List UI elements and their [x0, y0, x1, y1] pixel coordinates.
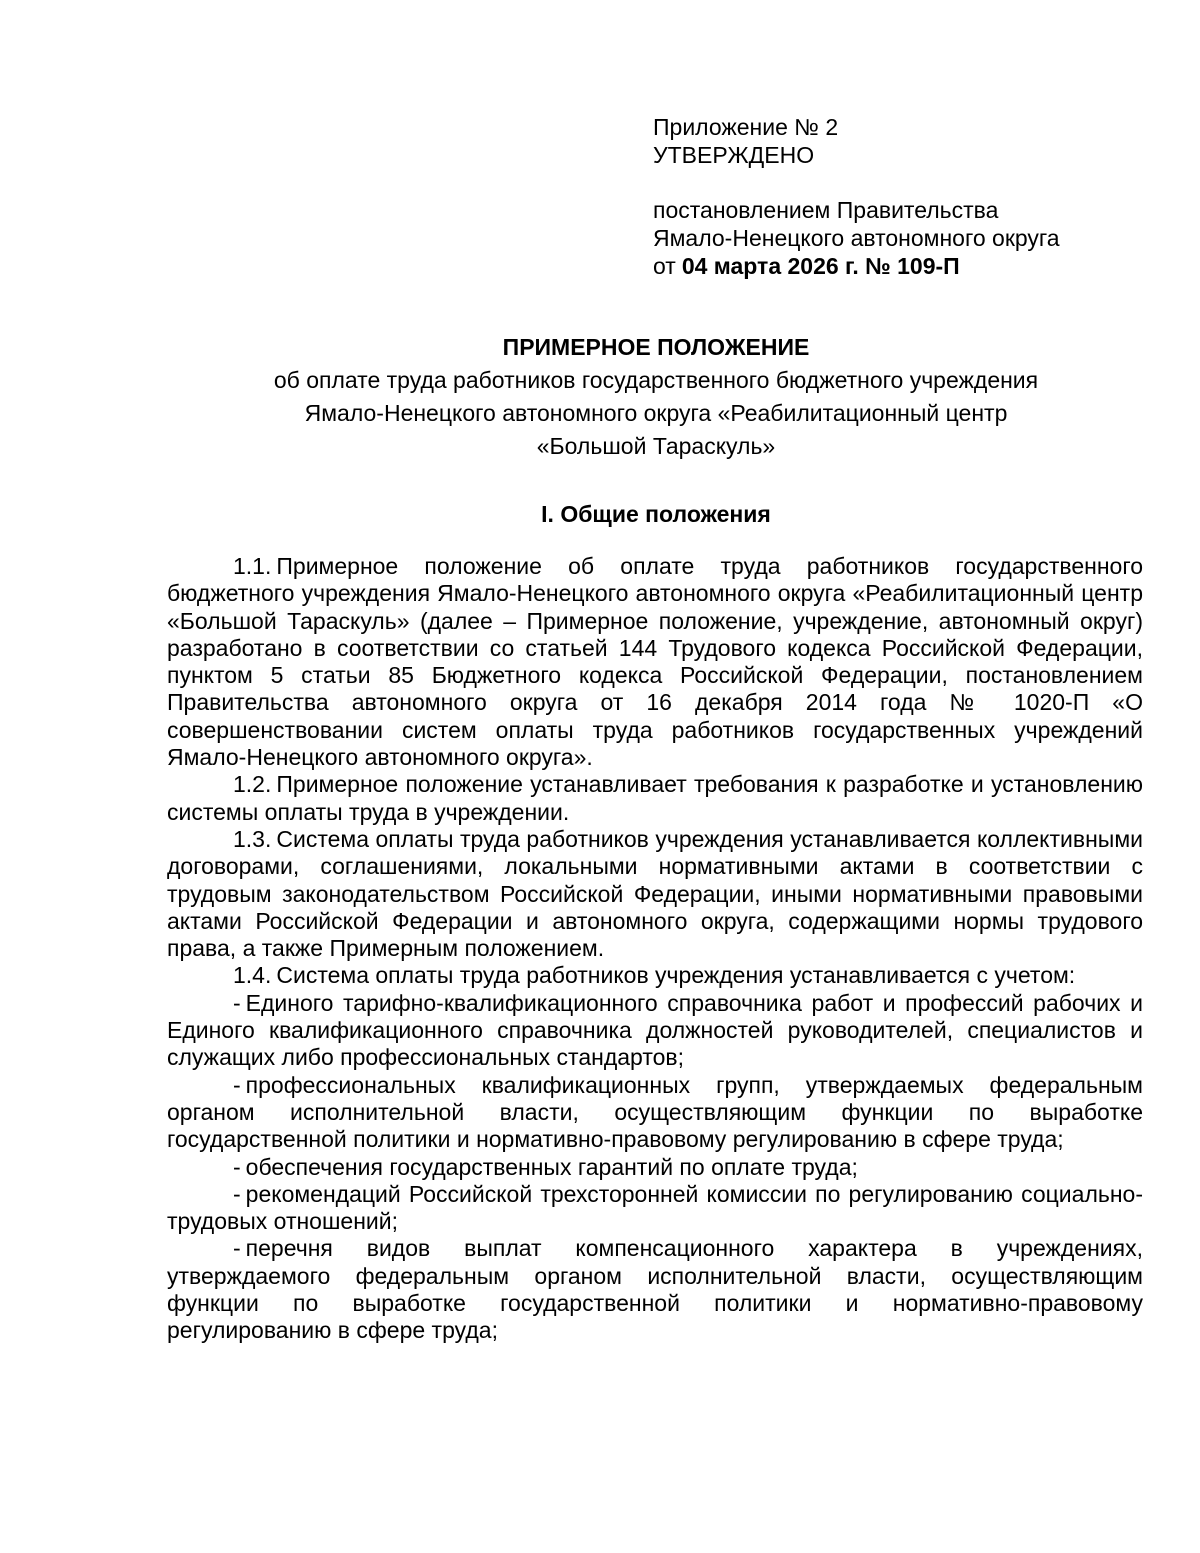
section-heading: I. Общие положения [541, 501, 771, 527]
list-item-text: рекомендаций Российской трехсторонней комиссии по регулированию социально-трудовых отношений; [167, 1180, 1143, 1235]
clause-number: 1.1. [233, 553, 272, 579]
subtitle-line-3: «Большой Тараскуль» [536, 433, 776, 459]
subtitle-line-1: об оплате труда работников государственного бюджетного учреждения [273, 367, 1039, 393]
date-prefix: от [653, 253, 676, 279]
clause [167, 962, 1143, 989]
list-item-text: Единого тарифно-квалификационного справочника работ и профессий рабочих и Единого квалификационного справочника должностей руководителей, специалистов и служащих либо профессиональных стандартов; [167, 989, 1143, 1071]
clause-text: Система оплаты труда работников учреждения устанавливается коллективными договорами, соглашениями, локальными нормативными актами в соответствии с трудовым законодательством Российской Федерации, иными нормативными правовыми актами Российской Федерации и автономного округа, содержащими нормы трудового права, а также Примерным положением. [167, 825, 1143, 962]
list-item [167, 1072, 1143, 1154]
clause-number: 1.2. [233, 771, 272, 798]
list-dash: - [233, 1071, 241, 1098]
approval-block [653, 113, 1173, 280]
list-item [167, 1235, 1143, 1344]
clause [167, 771, 1143, 826]
list-dash: - [233, 989, 241, 1016]
resolution-date-line [653, 252, 1173, 280]
list-dash: - [233, 1235, 241, 1262]
clause [167, 826, 1143, 962]
date-and-number: 04 марта 2026 г. № 109-П [681, 253, 960, 279]
document-title [170, 331, 1142, 463]
list-item [167, 1154, 1143, 1181]
list-dash: - [233, 1153, 241, 1180]
clause-number: 1.4. [233, 962, 272, 989]
appendix-label: Приложение № 2 [653, 114, 839, 140]
clause-text: Система оплаты труда работников учреждения устанавливается с учетом: [276, 962, 1076, 989]
clause-text: Примерное положение устанавливает требования к разработке и установлению системы оплаты труда в учреждении. [167, 771, 1143, 825]
approval-spacer [653, 169, 1173, 196]
clause-number: 1.3. [233, 825, 272, 852]
list-item-text: профессиональных квалификационных групп, утверждаемых федеральным органом исполнительной власти, осуществляющим функции по выработке государственной политики и нормативно-правовому регулированию в сфере труда; [167, 1071, 1143, 1153]
list-item-text: обеспечения государственных гарантий по оплате труда; [245, 1153, 858, 1180]
main-title: ПРИМЕРНОЕ ПОЛОЖЕНИЕ [502, 334, 810, 360]
subtitle-line-2: Ямало-Ненецкого автономного округа «Реабилитационный центр [304, 400, 1008, 426]
list-dash: - [233, 1180, 241, 1207]
list-item [167, 1181, 1143, 1236]
approved-label: УТВЕРЖДЕНО [653, 142, 815, 168]
clause [167, 553, 1143, 771]
clause-text: Примерное положение об оплате труда работников государственного бюджетного учреждения Ямало-Ненецкого автономного округа «Реабилитационный центр «Большой Тараскуль» (далее – Примерное положение, учреждение, автономный округ) разработано в соответствии со статьей 144 Трудового кодекса Российской Федерации, пунктом 5 статьи 85 Бюджетного кодекса Российской Федерации, постановлением Правительства автономного округа от 16 декабря 2014 года № 1020-П «О совершенствовании систем оплаты труда работников государственных учреждений Ямало-Ненецкого автономного округа». [167, 553, 1143, 771]
resolution-line-1: постановлением Правительства [653, 197, 999, 223]
resolution-line-2: Ямало-Ненецкого автономного округа [653, 225, 1060, 251]
list-item [167, 990, 1143, 1072]
list-item-text: перечня видов выплат компенсационного характера в учреждениях, утверждаемого федеральным органом исполнительной власти, осуществляющим функции по выработке государственной политики и нормативно-правовому регулированию в сфере труда; [167, 1235, 1143, 1344]
section-body [167, 553, 1143, 1345]
